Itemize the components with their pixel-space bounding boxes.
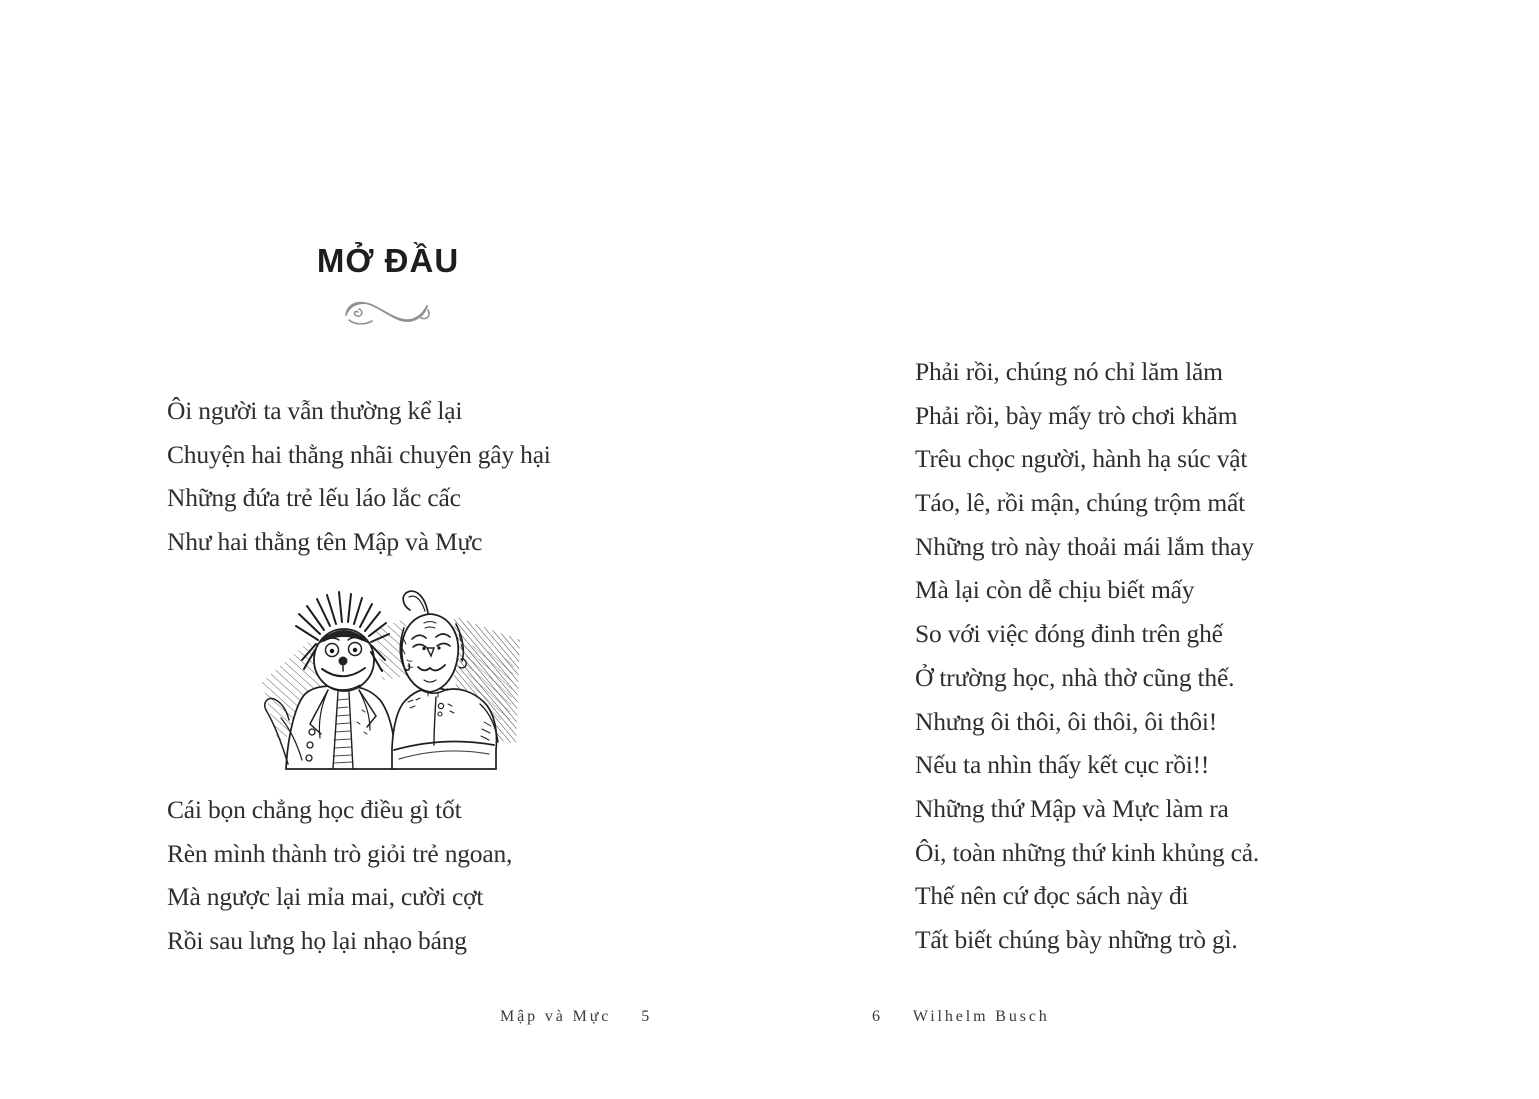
poem-line: Ôi người ta vẫn thường kể lại (167, 396, 463, 425)
poem-line: Rồi sau lưng họ lại nhạo báng (167, 926, 467, 956)
poem-line: Phải rồi, bày mấy trò chơi khăm (915, 400, 1238, 430)
poem-line: Nếu ta nhìn thấy kết cục rồi!! (915, 750, 1210, 780)
right-page (769, 0, 1539, 1099)
poem-stanza (167, 389, 551, 564)
right-page-footer (872, 1008, 1050, 1026)
poem-line: Tất biết chúng bày những trò gì. (915, 924, 1238, 954)
flourish-ornament-icon (341, 294, 431, 332)
left-page-footer (500, 1008, 652, 1026)
chapter-title: MỞ ĐẦU (316, 242, 460, 279)
poem-line: Mà lại còn dễ chịu biết mấy (915, 575, 1195, 605)
poem-line: Những trò này thoải mái lắm thay (915, 531, 1254, 561)
poem-column (915, 350, 1259, 962)
poem-line: Thế nên cứ đọc sách này đi (915, 881, 1189, 911)
poem-stanza (167, 788, 512, 963)
poem-line: Những thứ Mập và Mực làm ra (915, 793, 1229, 823)
poem-line: Nhưng ôi thôi, ôi thôi, ôi thôi! (915, 706, 1218, 736)
footer-book-title: Mập và Mực (500, 1008, 612, 1025)
footer-spacer (883, 1008, 913, 1026)
poem-line: Cái bọn chẳng học điều gì tốt (167, 795, 462, 824)
poem-line: Trêu chọc người, hành hạ súc vật (915, 444, 1248, 474)
footer-author: Wilhelm Busch (912, 1008, 1050, 1025)
poem-line: Ôi, toàn những thứ kinh khủng cả. (915, 837, 1260, 867)
footer-page-number: 5 (641, 1008, 653, 1025)
poem-line: Những đứa trẻ lếu láo lắc cấc (167, 483, 461, 513)
poem-line: Mà ngược lại mỉa mai, cười cợt (167, 882, 484, 912)
poem-line: Ở trường học, nhà thờ cũng thế. (915, 662, 1235, 692)
footer-spacer (611, 1008, 641, 1026)
poem-line: Rèn mình thành trò giỏi trẻ ngoan, (167, 838, 513, 868)
poem-line: Như hai thằng tên Mập và Mực (167, 527, 483, 557)
poem-line: Chuyện hai thằng nhãi chuyên gây hại (167, 439, 551, 469)
poem-line: Phải rồi, chúng nó chỉ lăm lăm (915, 357, 1223, 386)
footer-page-number: 6 (872, 1008, 883, 1025)
left-page (0, 0, 769, 1099)
illustration-two-boys (258, 582, 523, 770)
poem-line: So với việc đóng đinh trên ghế (915, 619, 1223, 649)
poem-line: Táo, lê, rồi mận, chúng trộm mất (915, 488, 1245, 518)
